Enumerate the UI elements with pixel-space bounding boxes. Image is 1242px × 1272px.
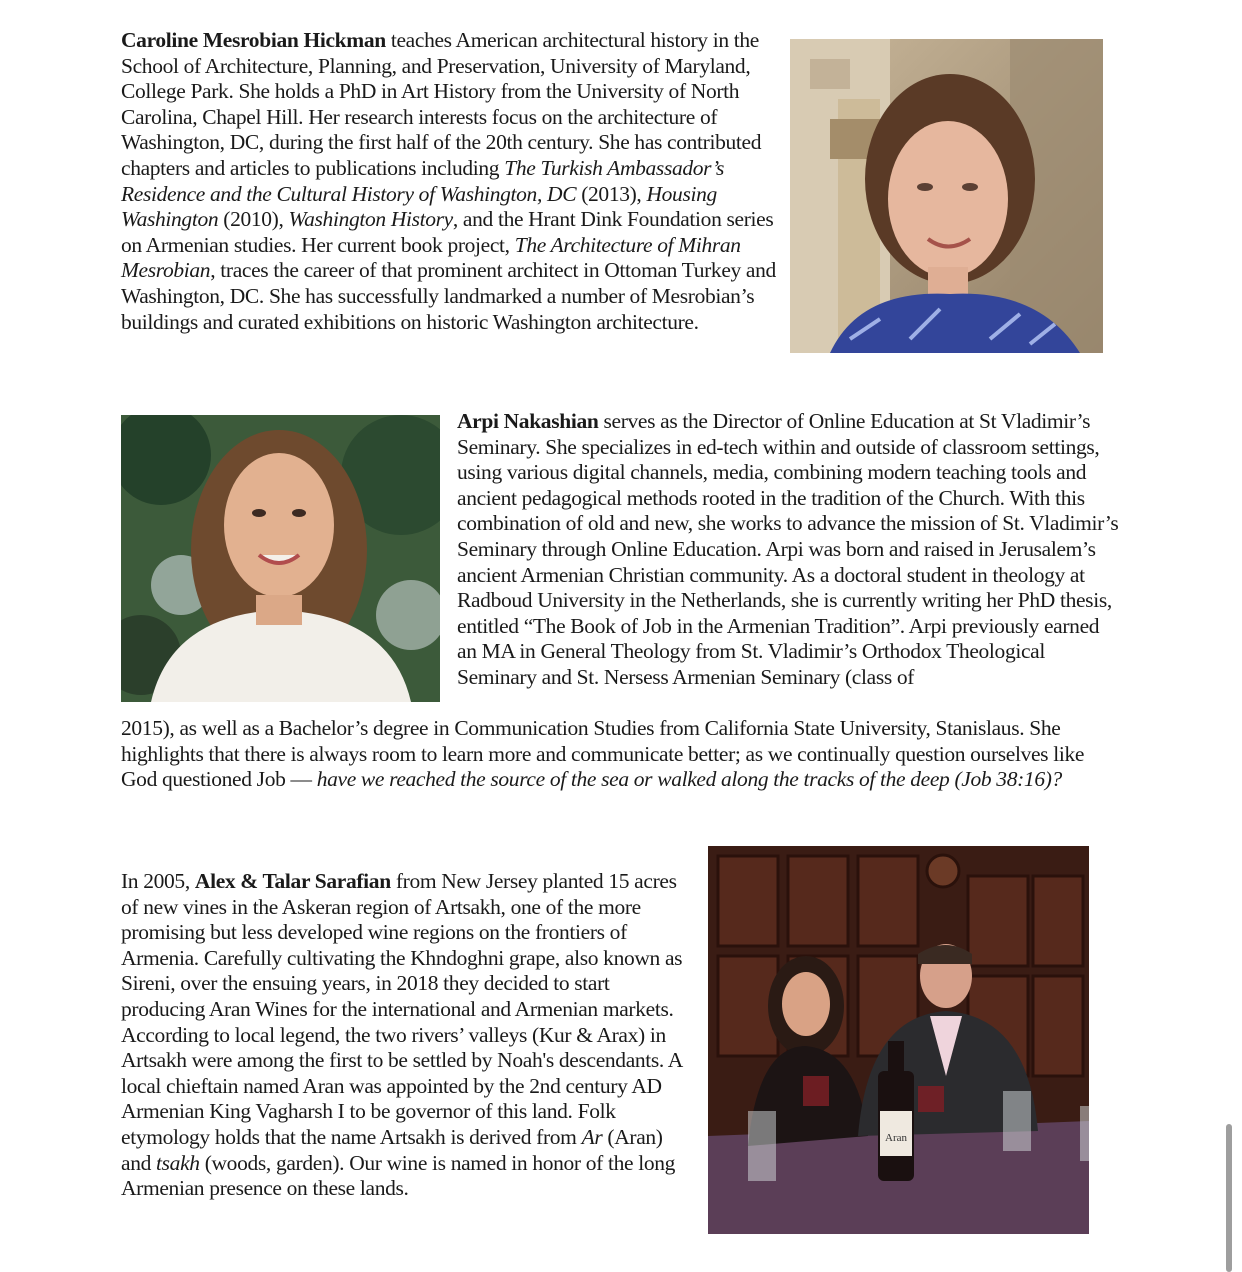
bio-sarafian-paragraph: In 2005, Alex & Talar Sarafian from New Jersey planted 15 acres of new vines in the Askeran region of Artsakh, one of the more promising but less developed wine regions on the frontiers of Armenia. Carefully cultivating the Khndoghni grape, also known as Sireni, over the ensuing years, in 2018 they decided to start producing Aran Wines for the international and Armenian markets. According to local legend, the two rivers’ valleys (Kur & Arax) in Artsakh were among the first to be settled by Noah's descendants. A local chieftain named Aran was appointed by the 2nd century AD Armenian King Vagharsh I to be governor of this land. Folk etymology holds that the name Artsakh is derived from Ar (Aran) and tsakh (woods, garden). Our wine is named in honor of the long Armenian presence on these lands.: [121, 869, 683, 1201]
bio-caroline-paragraph: Caroline Mesrobian Hickman teaches American architectural history in the School of Architecture, Planning, and Preservation, University of Maryland, College Park. She holds a PhD in Art History from the University of North Carolina, Chapel Hill. Her research interests focus on the architecture of Washington, DC, during the first half of the 20th century. She has contributed chapters and articles to publications including The Turkish Ambassador’s Residence and the Cultural History of Washington, DC (2013), Housing Washington (2010), Washington History, and the Hrant Dink Foundation series on Armenian studies. Her current book project, The Architecture of Mihran Mesrobian, traces the career of that prominent architect in Ottoman Turkey and Washington, DC. She has successfully landmarked a number of Mesrobian’s buildings and curated exhibitions on historic Washington architecture.: [121, 28, 776, 334]
vertical-scrollbar[interactable]: [1226, 1124, 1232, 1272]
sarafian-couple-photo: [708, 846, 1089, 1234]
bio-arpi-paragraph-bottom: 2015), as well as a Bachelor’s degree in Communication Studies from California State University, Stanislaus. She highlights that there is always room to learn more and communicate better; as we continually question ourselves like God questioned Job — have we reached the source of the sea or walked along the tracks of the deep (Job 38:16)?: [121, 716, 1085, 792]
wine-label-text: Aran: [885, 1132, 907, 1144]
bio-arpi-paragraph-top: Arpi Nakashian serves as the Director of Online Education at St Vladimir’s Seminary. She specializes in ed-tech within and outside of classroom settings, using various digital channels, media, combining modern teaching tools and ancient pedagogical methods rooted in the tradition of the Church. With this combination of old and new, she works to advance the mission of St. Vladimir’s Seminary through Online Education. Arpi was born and raised in Jerusalem’s ancient Armenian Christian community. As a doctoral student in theology at Radboud University in the Netherlands, she is currently writing her PhD thesis, entitled “The Book of Job in the Armenian Tradition”. Arpi previously earned an MA in General Theology from St. Vladimir’s Orthodox Theological Seminary and St. Nersess Armenian Seminary (class of: [457, 409, 1119, 689]
caroline-portrait-photo: [790, 39, 1103, 353]
bio-name: Caroline Mesrobian Hickman: [121, 28, 386, 52]
bio-name: Arpi Nakashian: [457, 409, 599, 433]
bio-name: Alex & Talar Sarafian: [194, 869, 391, 893]
arpi-portrait-photo: [121, 415, 440, 702]
